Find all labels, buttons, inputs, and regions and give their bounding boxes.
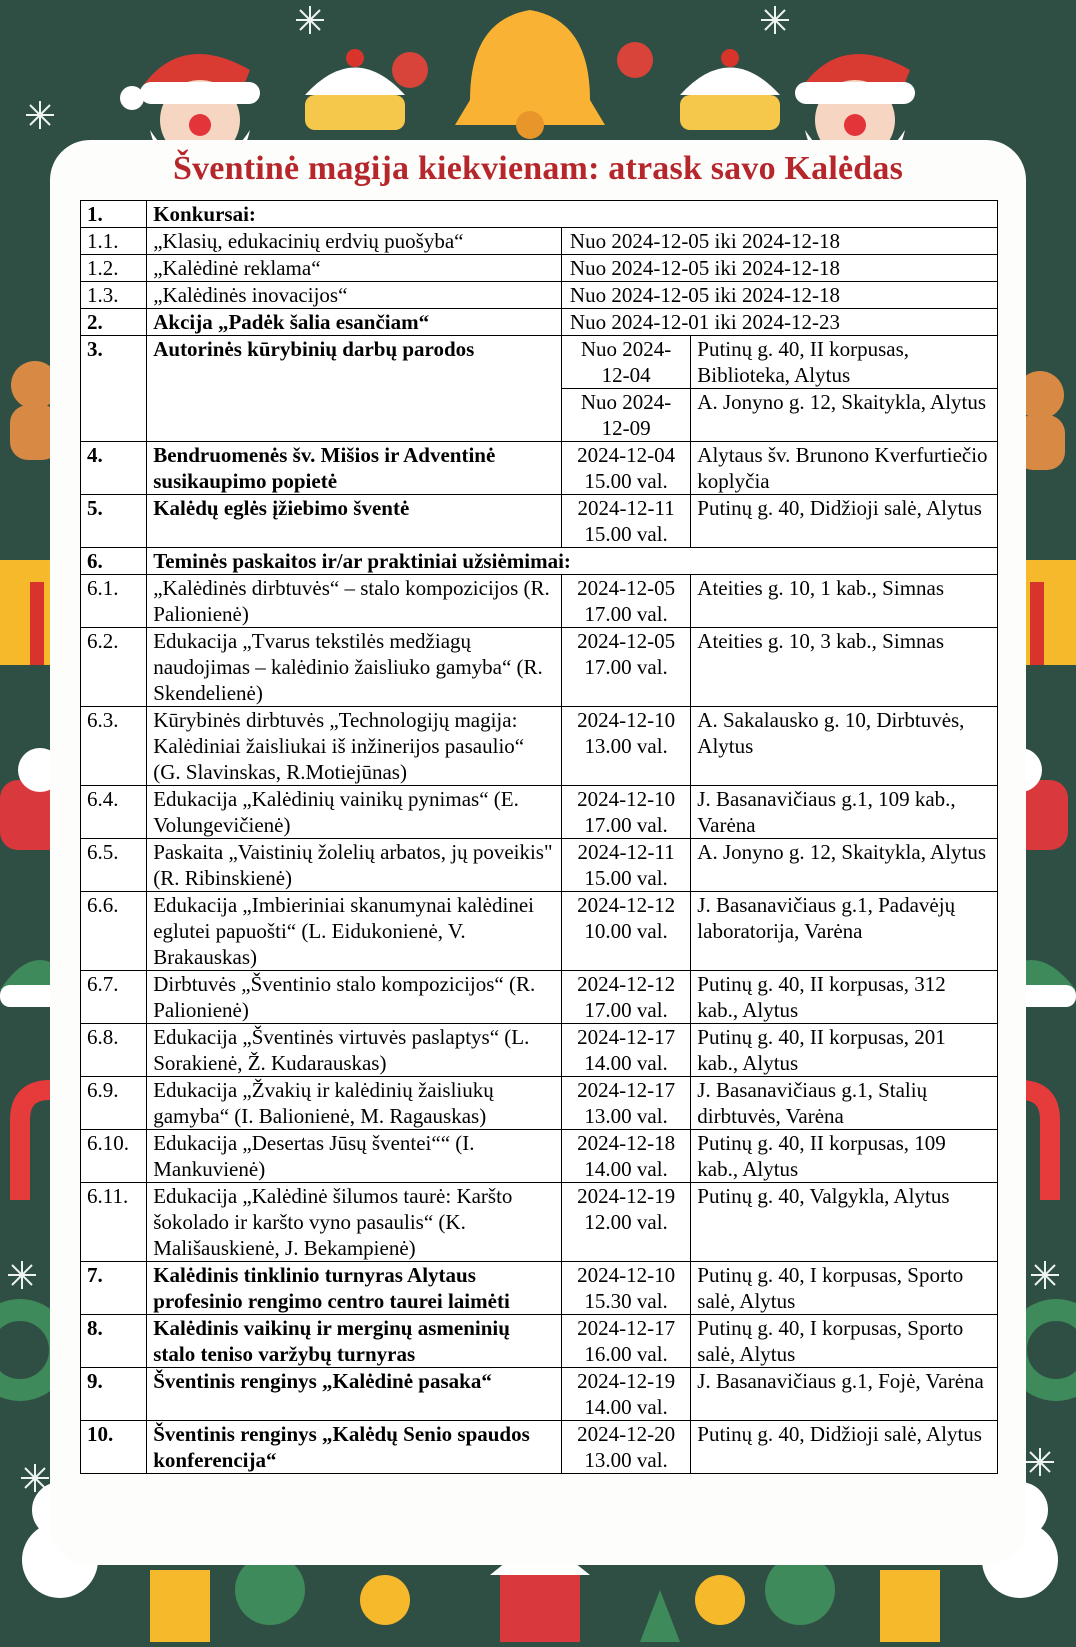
row-number: 3. <box>81 336 147 442</box>
table-row <box>81 1262 998 1315</box>
event-place: A. Jonyno g. 12, Skaitykla, Alytus <box>691 839 998 892</box>
cupcake-icon <box>360 1575 410 1625</box>
table-row <box>81 786 998 839</box>
row-number: 6.3. <box>81 707 147 786</box>
event-date: 2024-12-10 13.00 val. <box>561 707 690 786</box>
row-number: 1.2. <box>81 255 147 282</box>
event-date: 2024-12-05 17.00 val. <box>561 575 690 628</box>
event-date: 2024-12-04 15.00 val. <box>561 442 690 495</box>
row-number: 1. <box>81 201 147 228</box>
event-place: Putinų g. 40, Didžioji salė, Alytus <box>691 1421 998 1474</box>
table-row <box>81 1024 998 1077</box>
event-date: 2024-12-12 17.00 val. <box>561 971 690 1024</box>
event-place: J. Basanavičiaus g.1, Stalių dirbtuvės, Varėna <box>691 1077 998 1130</box>
table-row <box>81 1315 998 1368</box>
event-date: 2024-12-05 17.00 val. <box>561 628 690 707</box>
row-number: 6.8. <box>81 1024 147 1077</box>
event-place: Ateities g. 10, 1 kab., Simnas <box>691 575 998 628</box>
event-name: Edukacija „Kalėdinių vainikų pynimas“ (E. Volungevičienė) <box>147 786 562 839</box>
table-row <box>81 309 998 336</box>
pudding-icon <box>305 49 405 130</box>
event-date: 2024-12-11 15.00 val. <box>561 495 690 548</box>
event-date: 2024-12-12 10.00 val. <box>561 892 690 971</box>
schedule-table <box>80 200 998 1474</box>
mitten-icon <box>765 1555 835 1625</box>
event-date-range: Nuo 2024-12-05 iki 2024-12-18 <box>561 255 997 282</box>
event-place: Alytaus šv. Brunono Kverfurtiečio koplyčia <box>691 442 998 495</box>
row-number: 7. <box>81 1262 147 1315</box>
table-row <box>81 575 998 628</box>
event-place: Putinų g. 40, I korpusas, Sporto salė, Alytus <box>691 1315 998 1368</box>
table-row <box>81 628 998 707</box>
row-number: 2. <box>81 309 147 336</box>
table-row <box>81 336 998 389</box>
table-row <box>81 548 998 575</box>
event-date: 2024-12-17 13.00 val. <box>561 1077 690 1130</box>
event-name: Edukacija „Šventinės virtuvės paslaptys“ (L. Sorakienė, Ž. Kudarauskas) <box>147 1024 562 1077</box>
event-name: Dirbtuvės „Šventinio stalo kompozicijos“ (R. Palionienė) <box>147 971 562 1024</box>
mitten-icon <box>235 1555 305 1625</box>
event-date: 2024-12-10 17.00 val. <box>561 786 690 839</box>
table-row <box>81 495 998 548</box>
event-date-range: Nuo 2024-12-05 iki 2024-12-18 <box>561 228 997 255</box>
row-number: 6.2. <box>81 628 147 707</box>
schedule-body <box>81 201 998 1474</box>
event-name: Šventinis renginys „Kalėdų Senio spaudos konferencija“ <box>147 1421 562 1474</box>
event-date-range: Nuo 2024-12-05 iki 2024-12-18 <box>561 282 997 309</box>
event-place: Putinų g. 40, II korpusas, Biblioteka, Alytus <box>691 336 998 389</box>
table-row <box>81 282 998 309</box>
event-name: „Klasių, edukacinių erdvių puošyba“ <box>147 228 562 255</box>
event-name: Kūrybinės dirbtuvės „Technologijų magija: Kalėdiniai žaisliukai iš inžinerijos pasaulio“ (G. Slavinskas, R.Motiejūnas) <box>147 707 562 786</box>
table-row <box>81 707 998 786</box>
row-number: 6.5. <box>81 839 147 892</box>
row-number: 6.4. <box>81 786 147 839</box>
gift-icon <box>150 1570 210 1642</box>
row-number: 8. <box>81 1315 147 1368</box>
table-row <box>81 839 998 892</box>
event-date: 2024-12-10 15.30 val. <box>561 1262 690 1315</box>
table-row <box>81 201 998 228</box>
event-name: „Kalėdinės dirbtuvės“ – stalo kompozicijos (R. Palionienė) <box>147 575 562 628</box>
row-number: 6.6. <box>81 892 147 971</box>
table-row <box>81 255 998 282</box>
event-date: 2024-12-17 16.00 val. <box>561 1315 690 1368</box>
event-place: Ateities g. 10, 3 kab., Simnas <box>691 628 998 707</box>
row-number: 6.9. <box>81 1077 147 1130</box>
tree-icon <box>640 1590 680 1642</box>
section-heading: Konkursai: <box>147 201 998 228</box>
event-date: 2024-12-19 12.00 val. <box>561 1183 690 1262</box>
event-name: Kalėdinis tinklinio turnyras Alytaus profesinio rengimo centro taurei laimėti <box>147 1262 562 1315</box>
page-title: Šventinė magija kiekvienam: atrask savo Kalėdas <box>172 150 904 187</box>
table-row <box>81 442 998 495</box>
section-heading: Teminės paskaitos ir/ar praktiniai užsiėmimai: <box>147 548 998 575</box>
event-name: Edukacija „Imbieriniai skanumynai kalėdinei eglutei papuošti“ (L. Eidukonienė, V. Brakauskas) <box>147 892 562 971</box>
event-name: Edukacija „Tvarus tekstilės medžiagų naudojimas – kalėdinio žaisliuko gamyba“ (R. Skendelienė) <box>147 628 562 707</box>
table-row <box>81 1077 998 1130</box>
event-place: Putinų g. 40, Valgykla, Alytus <box>691 1183 998 1262</box>
event-name: Edukacija „Desertas Jūsų šventei““ (I. Mankuvienė) <box>147 1130 562 1183</box>
event-place: Putinų g. 40, Didžioji salė, Alytus <box>691 495 998 548</box>
event-name: Kalėdinis vaikinų ir merginų asmeninių stalo teniso varžybų turnyras <box>147 1315 562 1368</box>
table-row <box>81 228 998 255</box>
event-place: J. Basanavičiaus g.1, 109 kab., Varėna <box>691 786 998 839</box>
event-date: 2024-12-19 14.00 val. <box>561 1368 690 1421</box>
event-place: J. Basanavičiaus g.1, Padavėjų laboratorija, Varėna <box>691 892 998 971</box>
event-date: Nuo 2024-12-04 <box>561 336 690 389</box>
event-place: Putinų g. 40, I korpusas, Sporto salė, Alytus <box>691 1262 998 1315</box>
event-date-range: Nuo 2024-12-01 iki 2024-12-23 <box>561 309 997 336</box>
row-number: 1.3. <box>81 282 147 309</box>
event-date: 2024-12-17 14.00 val. <box>561 1024 690 1077</box>
row-number: 6. <box>81 548 147 575</box>
bell-icon <box>455 10 605 139</box>
row-number: 6.7. <box>81 971 147 1024</box>
event-name: Edukacija „Kalėdinė šilumos taurė: Karšto šokolado ir karšto vyno pasaulis“ (K. Mališauskienė, J. Bekampienė) <box>147 1183 562 1262</box>
row-number: 9. <box>81 1368 147 1421</box>
event-place: Putinų g. 40, II korpusas, 312 kab., Alytus <box>691 971 998 1024</box>
event-date: Nuo 2024-12-09 <box>561 389 690 442</box>
event-name: Autorinės kūrybinių darbų parodos <box>147 336 562 442</box>
row-number: 5. <box>81 495 147 548</box>
row-number: 10. <box>81 1421 147 1474</box>
event-place: Putinų g. 40, II korpusas, 109 kab., Alytus <box>691 1130 998 1183</box>
event-name: „Kalėdinė reklama“ <box>147 255 562 282</box>
table-row <box>81 1183 998 1262</box>
event-name: Edukacija „Žvakių ir kalėdinių žaisliukų gamyba“ (I. Balionienė, M. Ragauskas) <box>147 1077 562 1130</box>
event-date: 2024-12-18 14.00 val. <box>561 1130 690 1183</box>
event-date: 2024-12-11 15.00 val. <box>561 839 690 892</box>
event-name: Bendruomenės šv. Mišios ir Adventinė susikaupimo popietė <box>147 442 562 495</box>
row-number: 6.1. <box>81 575 147 628</box>
table-row <box>81 1368 998 1421</box>
row-number: 6.10. <box>81 1130 147 1183</box>
cupcake-icon <box>695 1575 745 1625</box>
table-row <box>81 971 998 1024</box>
row-number: 4. <box>81 442 147 495</box>
event-place: A. Sakalausko g. 10, Dirbtuvės, Alytus <box>691 707 998 786</box>
table-row <box>81 892 998 971</box>
event-place: Putinų g. 40, II korpusas, 201 kab., Alytus <box>691 1024 998 1077</box>
ornament-icon <box>392 52 428 88</box>
event-name: Akcija „Padėk šalia esančiam“ <box>147 309 562 336</box>
event-name: „Kalėdinės inovacijos“ <box>147 282 562 309</box>
event-name: Paskaita „Vaistinių žolelių arbatos, jų poveikis" (R. Ribinskienė) <box>147 839 562 892</box>
event-place: A. Jonyno g. 12, Skaitykla, Alytus <box>691 389 998 442</box>
event-date: 2024-12-20 13.00 val. <box>561 1421 690 1474</box>
event-place: J. Basanavičiaus g.1, Fojė, Varėna <box>691 1368 998 1421</box>
ornament-icon <box>617 42 653 78</box>
gift-icon <box>880 1570 940 1642</box>
row-number: 6.11. <box>81 1183 147 1262</box>
table-row <box>81 1421 998 1474</box>
event-name: Šventinis renginys „Kalėdinė pasaka“ <box>147 1368 562 1421</box>
row-number: 1.1. <box>81 228 147 255</box>
table-row <box>81 1130 998 1183</box>
pudding-icon <box>680 49 780 130</box>
event-name: Kalėdų eglės įžiebimo šventė <box>147 495 562 548</box>
